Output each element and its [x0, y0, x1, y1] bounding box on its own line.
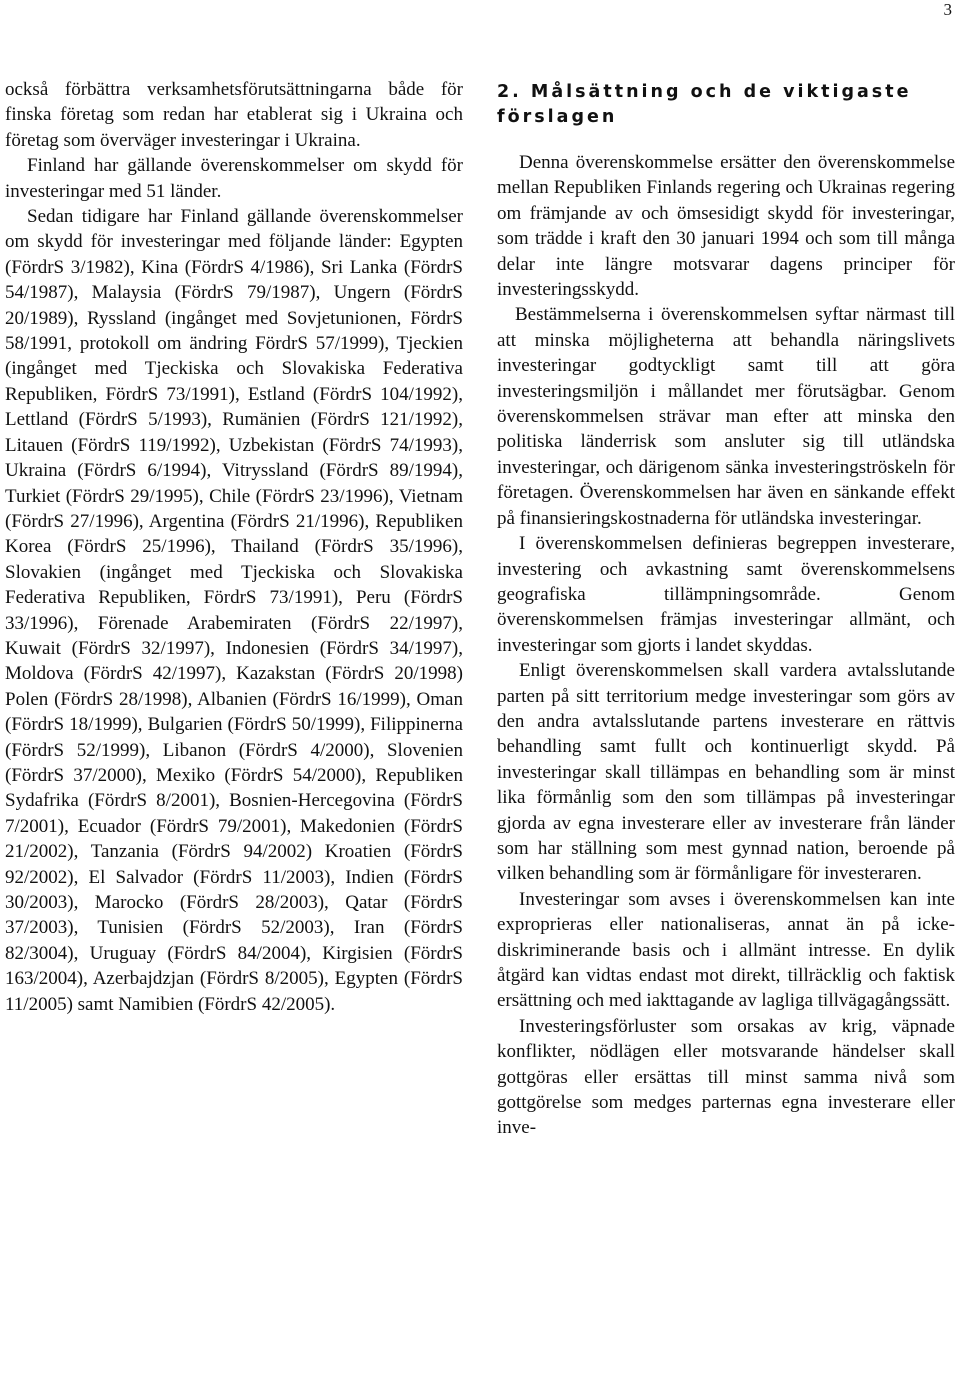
page-number: 3: [943, 0, 952, 19]
paragraph-expropriation: Investeringar som avses i överenskommelsen kan inte exproprieras eller nationaliseras, annat än på icke-diskriminerande basis och i allmänt intresse. En dylik åtgärd kan vidtas endast mot direkt, tillräcklig och faktisk ersättning och med iakttagande av lagliga tillvägagångssätt.: [497, 888, 955, 1012]
paragraph-intro-continuation: också förbättra verksamhetsförutsättningarna både för finska företag som redan har etablerat sig i Ukraina och företag som överväger investeringar i Ukraina.: [5, 79, 463, 151]
paragraph-definitions: I överenskommelsen definieras begreppen investerare, investering och avkastning samt överenskommelsens geografiska tillämpningsområde. Genom överenskommelsen främjas investeringar allmänt, och investeringar som gjorts i landet skyddas.: [497, 533, 955, 656]
paragraph-country-list: Sedan tidigare har Finland gällande överenskommelser om skydd för investeringar med följande länder: Egypten (FördrS 3/1982), Kina (FördrS 4/1986), Sri Lanka (FördrS 54/1987), Malaysia (FördrS 79/1987), Ungern (FördrS 20/1989), Ryssland (ingånget med Sovjetunionen, FördrS 58/1991, protokoll om ändring FördrS 57/1999), Tjeckien (ingånget med Tjeckiska och Slovakiska Federativa Republiken, FördrS 73/1991), Estland (FördrS 104/1992), Lettland (FördrS 5/1993), Rumänien (FördrS 121/1992), Litauen (FördrS 119/1992), Uzbekistan (FördrS 74/1993), Ukraina (FördrS 6/1994), Vitryssland (FördrS 89/1994), Turkiet (FördrS 29/1995), Chile (FördrS 23/1996), Vietnam (FördrS 27/1996), Argentina (FördrS 21/1996), Republiken Korea (FördrS 25/1996), Thailand (FördrS 35/1996), Slovakien (ingånget med Tjeckiska och Slovakiska Federativa Republiken, FördrS 73/1991), Peru (FördrS 33/1996), Förenade Arabemiraten (FördrS 22/1997), Kuwait (FördrS 32/1997), Indonesien (FördrS 34/1997), Moldova (FördrS 42/1997), Kazakstan (FördrS 20/1998) Polen (FördrS 28/1998), Albanien (FördrS 16/1999), Oman (FördrS 18/1999), Bulgarien (FördrS 50/1999), Filippinerna (FördrS 52/1999), Libanon (FördrS 4/2000), Slovenien (FördrS 37/2000), Mexiko (FördrS 54/2000), Republiken Sydafrika (FördrS 8/2001), Bosnien-Hercegovina (FördrS 7/2001), Ecuador (FördrS 79/2001), Makedonien (FördrS 21/2002), Tanzania (FördrS 94/2002) Kroatien (FördrS 92/2002), El Salvador (FördrS 11/2003), Indien (FördrS 30/2003), Marocko (FördrS 28/2003), Qatar (FördrS 37/2003), Tunisien (FördrS 52/2003), Iran (FördrS 82/3004), Uruguay (FördrS 84/2004), Kirgisien (FördrS 163/2004), Azerbajdzjan (FördrS 8/2005), Egypten (FördrS 11/2005) samt Namibien (FördrS 42/2005).: [5, 206, 463, 1015]
right-column: [497, 80, 955, 1141]
section-heading: 2. Målsättning och de viktigaste förslagen: [497, 82, 912, 127]
left-column: [5, 77, 463, 1017]
paragraph-treatment: Enligt överenskommelsen skall vardera avtalsslutande parten på sitt territorium medge investeringar som görs av den andra avtalsslutande partens investerare en rättvis behandling samt fullt och kontinuerligt skydd. På investeringar skall tillämpas en behandling som är minst lika förmånlig som den som tillämpas på investeringar gjorda av egna investerare eller av investerare från länder som har ställning som mest gynnad nation, beroende på vilken behandling som är förmånligare för investeraren.: [497, 660, 955, 885]
paragraph-replacement: Denna överenskommelse ersätter den överenskommelse mellan Republiken Finlands regering och Ukrainas regering om främjande av och ömsesidigt skydd för investeringar, som trädde i kraft den 30 januari 1994 och som till många delar inte längre motsvarar dagens principer för investeringsskydd.: [497, 152, 955, 301]
paragraph-losses: Investeringsförluster som orsakas av krig, väpnade konflikter, nödlägen eller motsvarande händelser skall gottgöras eller ersättas till minst samma nivå som gottgörelse som medges parternas egna investerare eller inve-: [497, 1015, 955, 1139]
paragraph-agreements-count: Finland har gällande överenskommelser om skydd för investeringar med 51 länder.: [5, 155, 463, 202]
paragraph-purpose: Bestämmelserna i överenskommelsen syftar närmast till att minska möjligheterna att behandla näringslivets investeringar godtyckligt samt till att göra investeringsmiljön i mållandet mer förutsägbar. Genom överenskommelsen strävar man efter att minska den politiska länderrisk som ansluter sig till utländska investeringar, och därigenom sänka investeringströskeln för företagen. Överenskommelsen har även en sänkande effekt på finansieringskostnaderna för utländska investeringar.: [497, 304, 955, 529]
